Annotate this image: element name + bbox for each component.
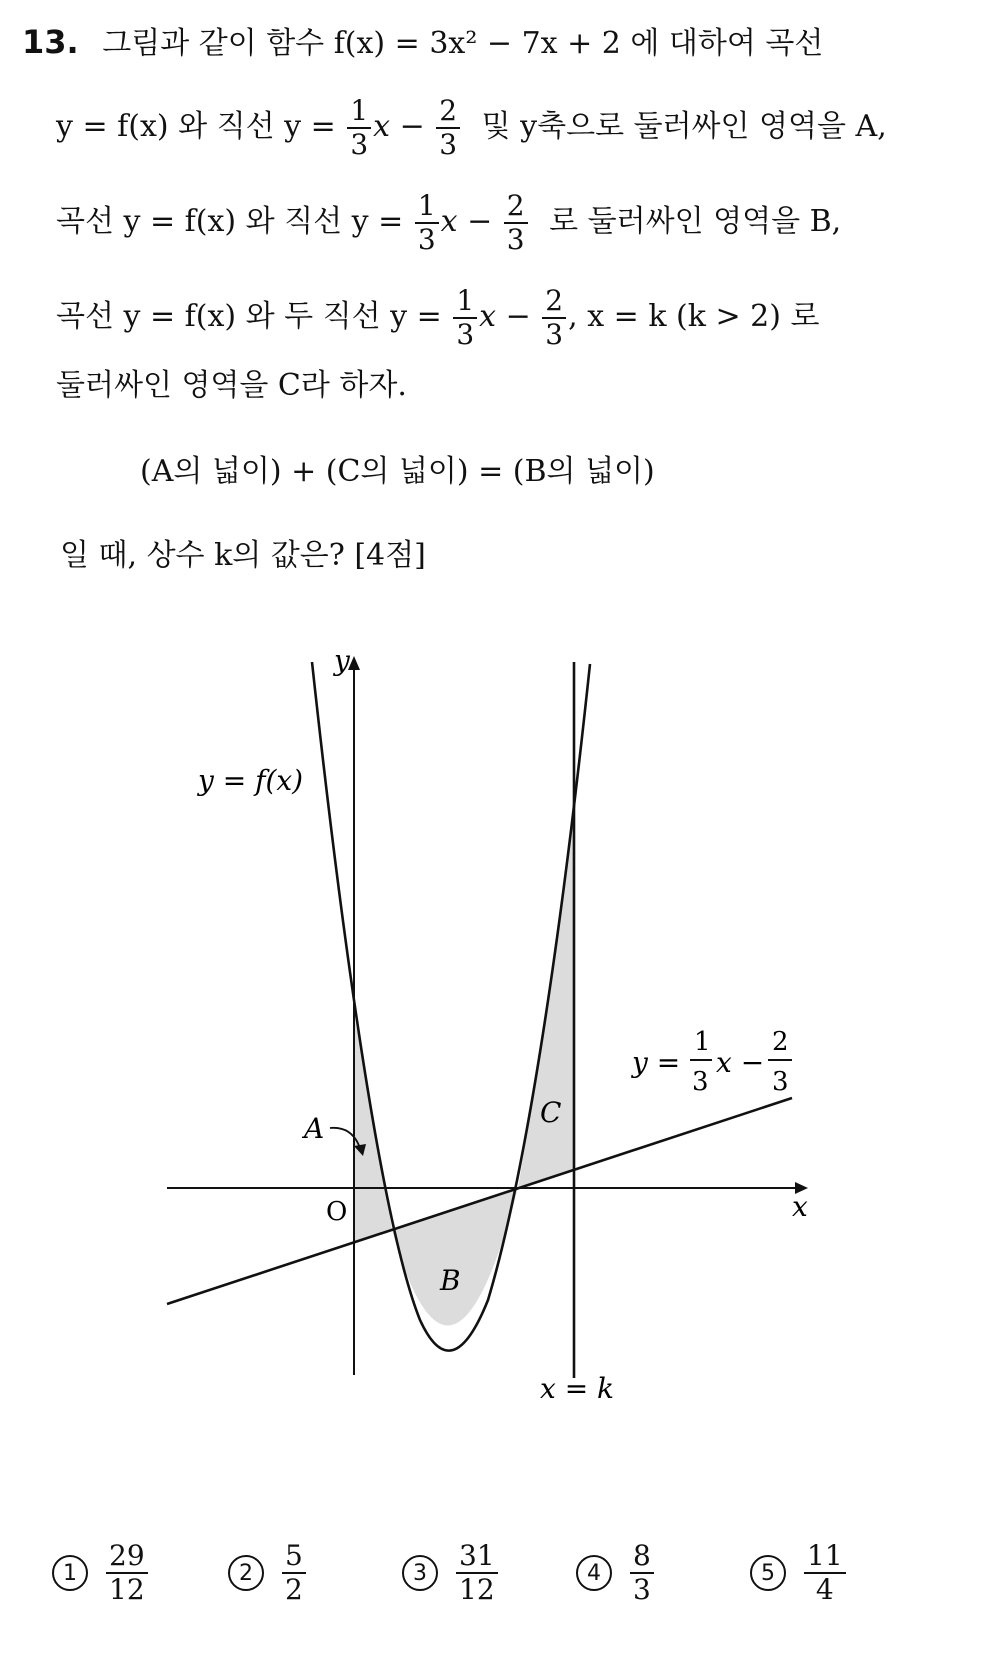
- line-label-num2: 2: [772, 1027, 789, 1057]
- question-text-4c: , x = k (k > 2) 로: [568, 299, 820, 334]
- question-line-2: [56, 95, 887, 161]
- question-text-4a: 곡선 y = f(x) 와 두 직선 y =: [56, 299, 442, 334]
- line-label-prefix: y =: [632, 1046, 681, 1079]
- question-number: 13.: [22, 23, 79, 61]
- question-text-2a: y = f(x) 와 직선 y =: [56, 109, 336, 144]
- frac-den: 3: [417, 223, 436, 256]
- choice-fraction: [804, 1540, 846, 1606]
- y-axis-label: y: [334, 644, 350, 677]
- choice-den: 2: [285, 1573, 303, 1606]
- frac-den: 3: [439, 128, 458, 161]
- choice-fraction: [630, 1540, 654, 1606]
- choice-fraction: [106, 1540, 148, 1606]
- frac-num: 1: [347, 95, 371, 129]
- choice-num: 8: [630, 1540, 654, 1574]
- question-text-4b: x −: [479, 299, 531, 334]
- line-label-den1: 3: [692, 1067, 709, 1097]
- line-label-den2: 3: [772, 1067, 789, 1097]
- choice-fraction: [456, 1540, 498, 1606]
- frac-num: 1: [453, 285, 477, 319]
- frac-num: 2: [542, 285, 566, 319]
- choice-2[interactable]: [228, 1540, 308, 1606]
- question-text-3b: x −: [440, 204, 493, 239]
- choice-mark: 3: [402, 1555, 438, 1591]
- curve-label: y = f(x): [198, 764, 304, 797]
- line-label-num1: 1: [694, 1027, 711, 1057]
- frac-den: 3: [456, 318, 475, 351]
- choice-num: 29: [106, 1540, 148, 1574]
- condition-equation: (A의 넓이) + (C의 넓이) = (B의 넓이): [140, 454, 655, 489]
- question-line-3: [56, 190, 841, 256]
- function-graph: [0, 620, 990, 1420]
- choice-3[interactable]: [402, 1540, 500, 1606]
- region-C-label: C: [540, 1096, 562, 1129]
- fraction-two-thirds: [436, 95, 460, 161]
- choice-1[interactable]: [52, 1540, 150, 1606]
- choice-num: 11: [804, 1540, 846, 1574]
- frac-den: 3: [350, 128, 369, 161]
- choice-mark: 4: [576, 1555, 612, 1591]
- fraction-one-third: [453, 285, 477, 351]
- fraction-two-thirds: [542, 285, 566, 351]
- frac-den: 3: [506, 223, 525, 256]
- question-text-3c: 로 둘러싸인 영역을 B,: [549, 204, 842, 239]
- x-axis-label: x: [792, 1190, 808, 1223]
- question-text-3a: 곡선 y = f(x) 와 직선 y =: [56, 204, 404, 239]
- choice-mark: 2: [228, 1555, 264, 1591]
- question-line-7: 일 때, 상수 k의 값은? [4점]: [60, 538, 426, 573]
- choice-num: 5: [282, 1540, 306, 1574]
- choice-den: 3: [633, 1573, 651, 1606]
- fraction-one-third: [415, 190, 439, 256]
- question-text-2c: 및 y축으로 둘러싸인 영역을 A,: [481, 109, 887, 144]
- fraction-one-third: [347, 95, 371, 161]
- choice-4[interactable]: [576, 1540, 656, 1606]
- choice-mark: 5: [750, 1555, 786, 1591]
- region-A-label: A: [304, 1112, 325, 1145]
- question-line-1: [22, 22, 823, 64]
- vertical-line-label: x = k: [540, 1372, 615, 1405]
- choice-5[interactable]: [750, 1540, 848, 1606]
- question-text-2b: x −: [373, 109, 425, 144]
- choice-den: 12: [459, 1573, 495, 1606]
- choice-num: 31: [456, 1540, 498, 1574]
- choice-den: 4: [815, 1573, 834, 1606]
- question-line-5: 둘러싸인 영역을 C라 하자.: [56, 368, 407, 403]
- region-B-label: B: [440, 1264, 461, 1297]
- frac-den: 3: [545, 318, 564, 351]
- frac-num: 2: [436, 95, 460, 129]
- choice-mark: 1: [52, 1555, 88, 1591]
- choice-fraction: [282, 1540, 306, 1606]
- frac-num: 2: [504, 190, 528, 224]
- question-line-4: [56, 285, 819, 351]
- line-label-mid: x −: [716, 1046, 765, 1079]
- region-A-fill: [354, 1015, 392, 1244]
- origin-label: O: [326, 1197, 348, 1227]
- fraction-two-thirds: [504, 190, 528, 256]
- choice-den: 12: [109, 1573, 145, 1606]
- question-text-1: 그림과 같이 함수 f(x) = 3x² − 7x + 2 에 대하여 곡선: [102, 26, 824, 61]
- frac-num: 1: [415, 190, 439, 224]
